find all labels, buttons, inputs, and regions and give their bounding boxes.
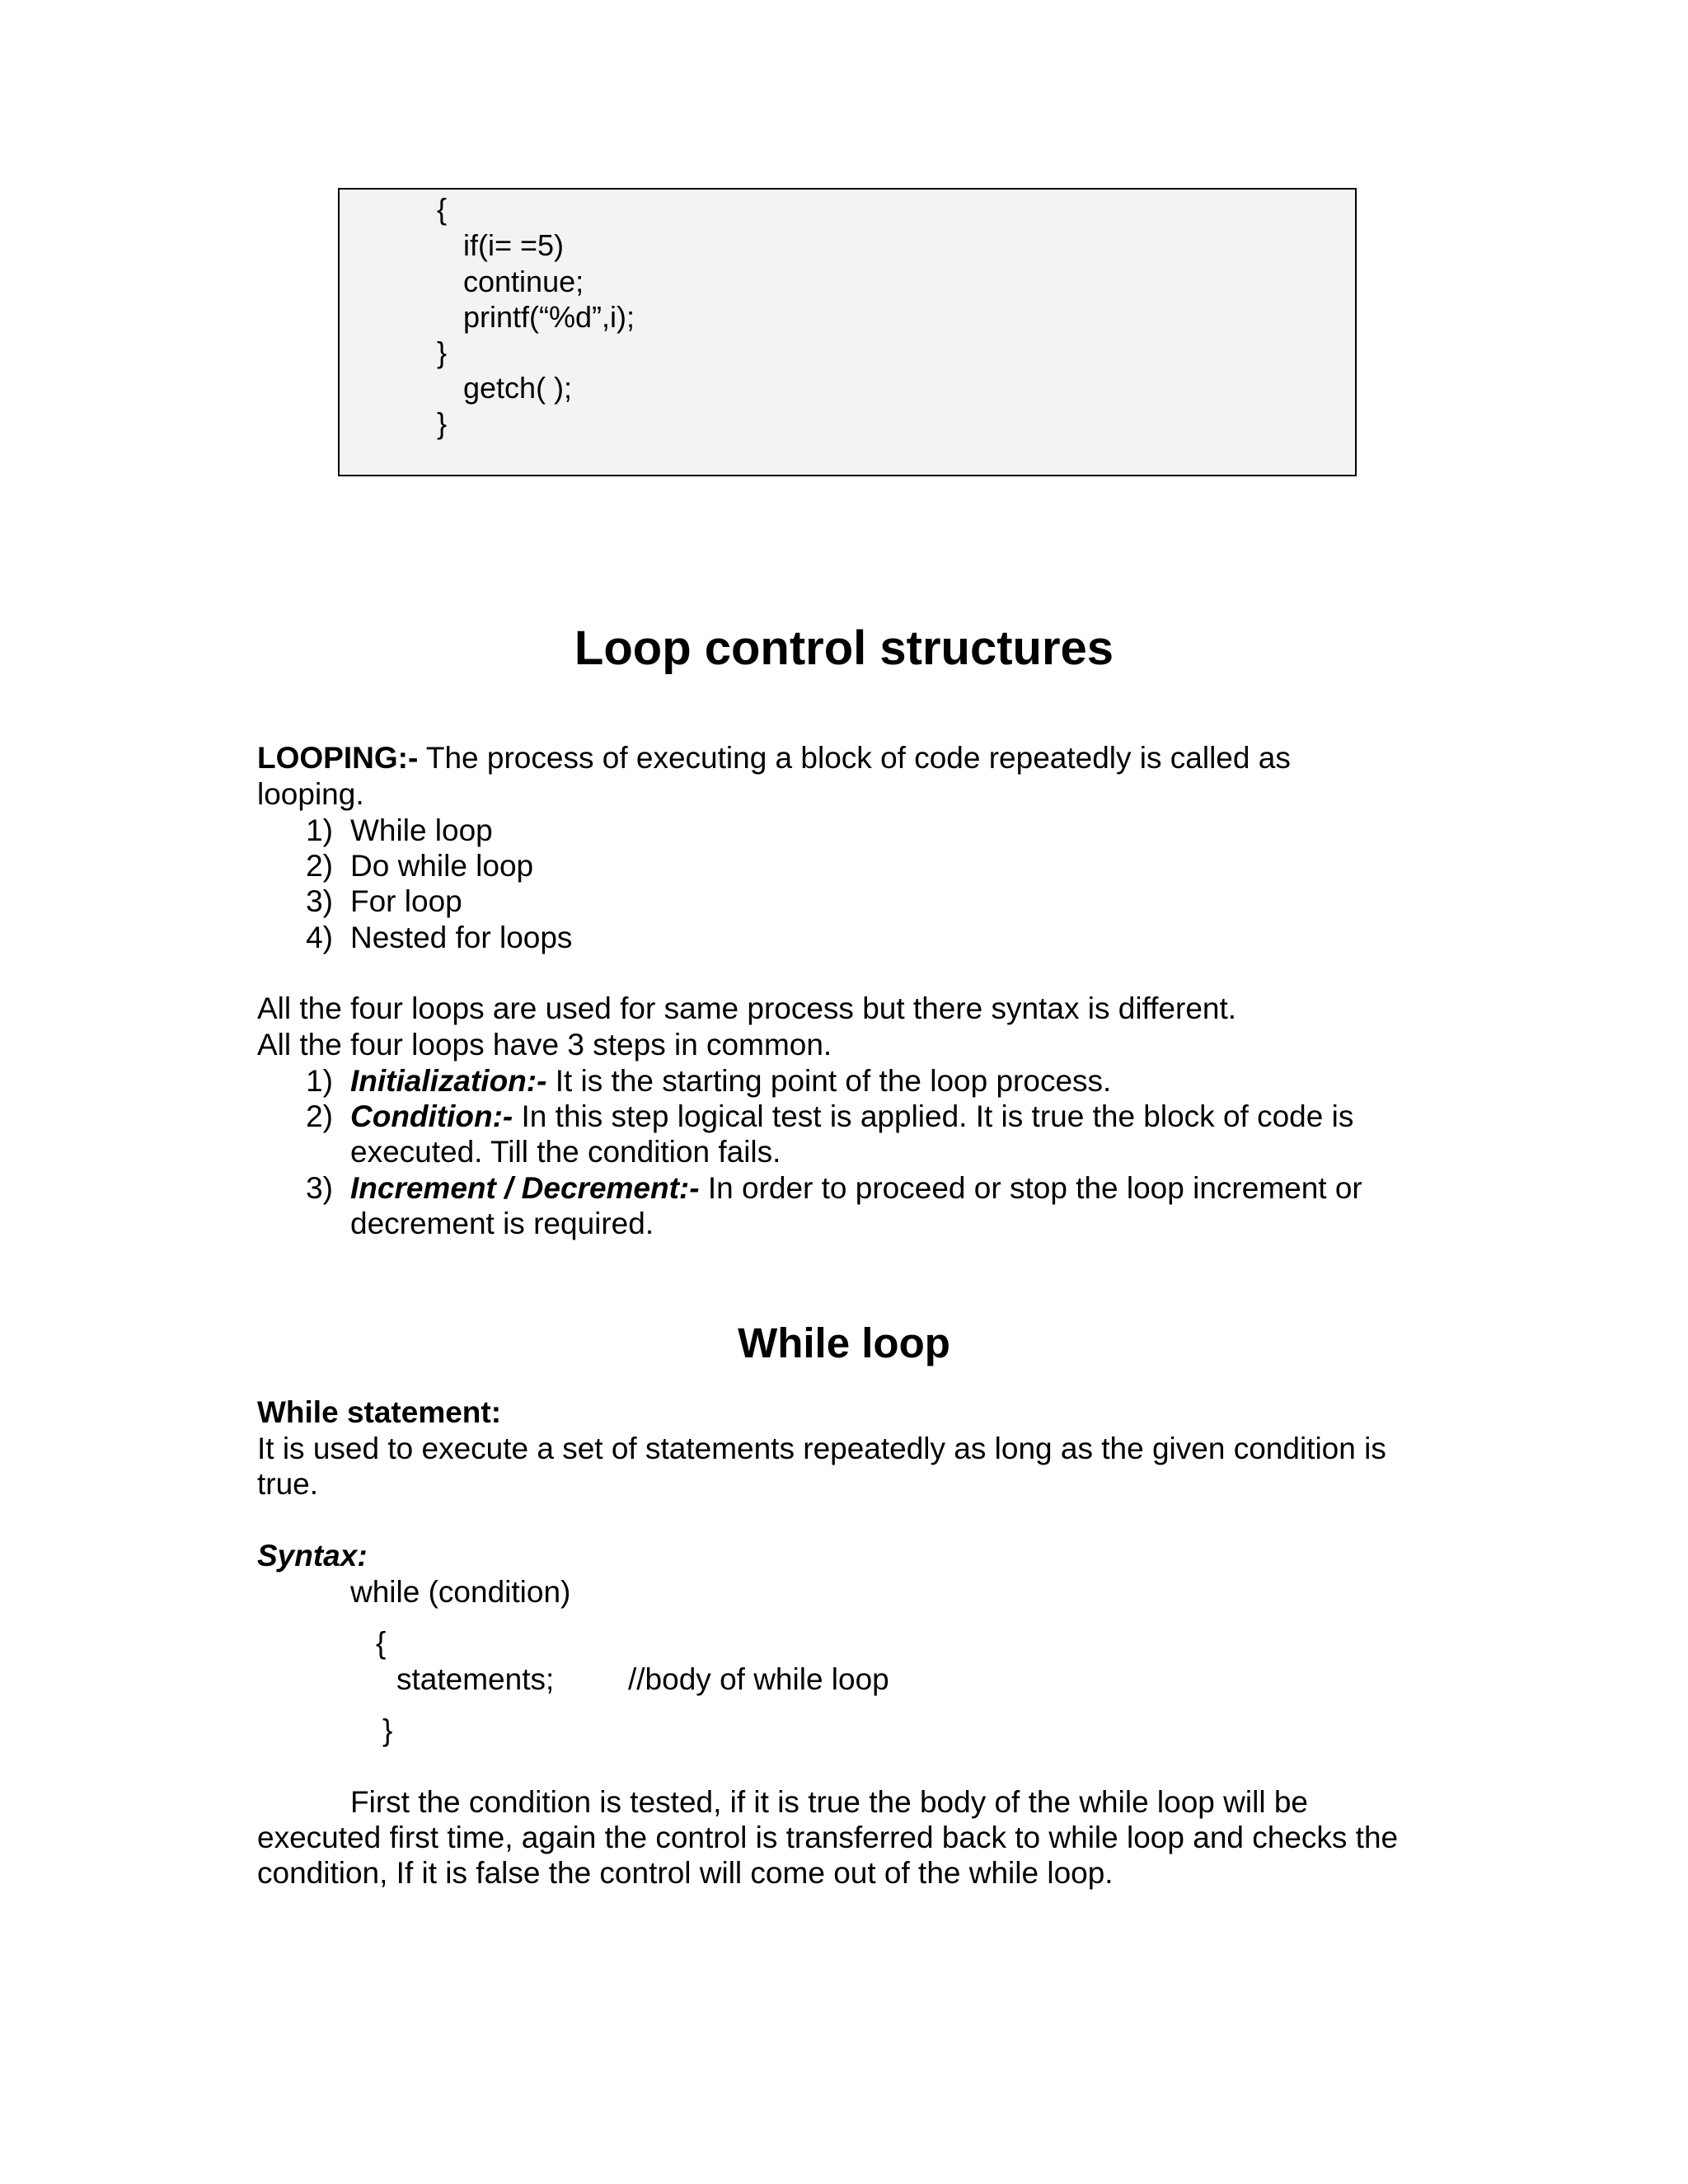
code-block xyxy=(338,188,1357,476)
while-statement-line-1: It is used to execute a set of statements repeatedly as long as the given condition is xyxy=(257,1432,1386,1465)
list-number: 3) xyxy=(306,1171,333,1205)
step-text: In this step logical test is applied. It is true the block of code is xyxy=(513,1099,1354,1133)
common-line-1: All the four loops are used for same process but there syntax is different. xyxy=(257,991,1237,1025)
step-text: It is the starting point of the loop process. xyxy=(546,1064,1112,1098)
looping-label: LOOPING:- xyxy=(257,741,419,775)
syntax-while-condition: while (condition) xyxy=(350,1575,571,1609)
heading-loop-control-structures: Loop control structures xyxy=(574,621,1114,675)
step-condition-continued: executed. Till the condition fails. xyxy=(350,1135,781,1169)
step-increment-continued: decrement is required. xyxy=(350,1207,654,1240)
common-line-2: All the four loops have 3 steps in common. xyxy=(257,1028,832,1062)
looping-text: The process of executing a block of code repeatedly is called as xyxy=(418,741,1291,775)
explanation-line-2: executed first time, again the control is transferred back to while loop and checks the xyxy=(257,1821,1399,1854)
while-statement-line-2: true. xyxy=(257,1467,319,1501)
code-line: } xyxy=(437,406,448,440)
explanation-line-1: First the condition is tested, if it is true the body of the while loop will be xyxy=(350,1785,1308,1819)
code-line: { xyxy=(437,192,448,226)
list-number: 2) xyxy=(306,849,333,883)
while-statement-label: While statement: xyxy=(257,1395,502,1429)
list-number: 2) xyxy=(306,1099,333,1133)
syntax-statements: statements; xyxy=(396,1662,555,1696)
explanation-line-3: condition, If it is false the control will come out of the while loop. xyxy=(257,1856,1114,1890)
list-number: 1) xyxy=(306,813,333,847)
heading-while-loop: While loop xyxy=(738,1319,950,1366)
step-increment-decrement xyxy=(350,1170,1362,1207)
code-line: if(i= =5) xyxy=(463,228,565,262)
step-term: Increment / Decrement:- xyxy=(350,1171,700,1205)
syntax-open-brace: { xyxy=(376,1626,387,1660)
code-line: getch( ); xyxy=(463,371,573,405)
looping-paragraph xyxy=(257,740,1291,776)
step-term: Condition:- xyxy=(350,1099,513,1133)
syntax-label: Syntax: xyxy=(257,1539,368,1572)
syntax-close-brace: } xyxy=(382,1713,393,1747)
looping-text-continued: looping. xyxy=(257,777,364,811)
code-line: printf(“%d”,i); xyxy=(463,300,635,334)
list-number: 1) xyxy=(306,1064,333,1098)
step-text: In order to proceed or stop the loop increment or xyxy=(699,1171,1362,1205)
step-condition xyxy=(350,1099,1353,1135)
step-term: Initialization:- xyxy=(350,1064,547,1098)
list-item-do-while-loop: Do while loop xyxy=(350,849,534,883)
list-item-for-loop: For loop xyxy=(350,884,462,918)
code-line: continue; xyxy=(463,265,584,298)
step-initialization xyxy=(350,1063,1111,1099)
syntax-comment: //body of while loop xyxy=(628,1662,889,1696)
list-item-while-loop: While loop xyxy=(350,813,493,847)
list-number: 4) xyxy=(306,921,333,954)
list-number: 3) xyxy=(306,884,333,918)
list-item-nested-for-loops: Nested for loops xyxy=(350,921,573,954)
code-line: } xyxy=(437,335,448,369)
